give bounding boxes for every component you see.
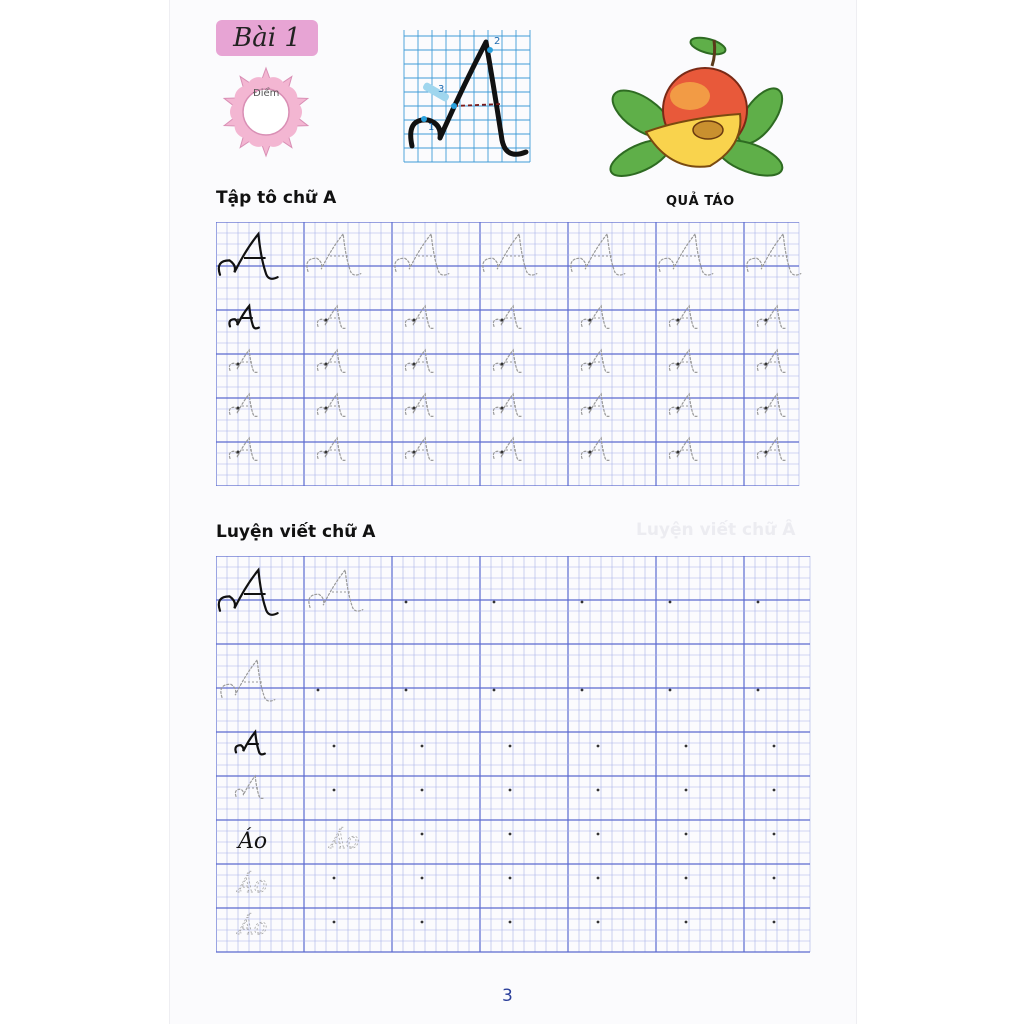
letter-a-trace bbox=[581, 438, 610, 460]
trace-section-title: Tập tô chữ A bbox=[216, 188, 337, 208]
start-dot bbox=[325, 407, 328, 410]
start-dot bbox=[325, 363, 328, 366]
start-dot bbox=[581, 601, 584, 604]
start-dot bbox=[405, 689, 408, 692]
letter-a-trace bbox=[493, 394, 522, 416]
letter-a-trace bbox=[229, 394, 258, 416]
start-dot bbox=[677, 451, 680, 454]
start-dot bbox=[589, 451, 592, 454]
start-dot bbox=[773, 921, 776, 924]
practice-grid bbox=[216, 556, 816, 962]
letter-a-trace bbox=[405, 306, 434, 328]
letter-a-trace bbox=[405, 350, 434, 372]
start-dot bbox=[325, 319, 328, 322]
start-dot bbox=[589, 407, 592, 410]
start-dot bbox=[237, 407, 240, 410]
start-dot bbox=[325, 451, 328, 454]
start-dot bbox=[597, 877, 600, 880]
letter-a-trace bbox=[493, 306, 522, 328]
start-dot bbox=[333, 789, 336, 792]
start-dot bbox=[685, 877, 688, 880]
start-dot bbox=[773, 877, 776, 880]
word-trace: Áo bbox=[238, 915, 268, 940]
letter-a-trace bbox=[669, 350, 698, 372]
letter-a-trace bbox=[757, 438, 786, 460]
start-dot bbox=[581, 689, 584, 692]
start-dot bbox=[413, 319, 416, 322]
letter-a-trace bbox=[757, 350, 786, 372]
letter-a-trace bbox=[669, 394, 698, 416]
start-dot bbox=[669, 689, 672, 692]
start-dot bbox=[677, 363, 680, 366]
bleed-through-text: Luyện viết chữ Â bbox=[636, 520, 796, 540]
letter-a-trace bbox=[317, 306, 346, 328]
stroke-number-2: 2 bbox=[494, 36, 501, 47]
start-dot bbox=[421, 833, 424, 836]
start-dot bbox=[413, 407, 416, 410]
start-dot bbox=[237, 363, 240, 366]
start-dot bbox=[509, 833, 512, 836]
start-dot bbox=[421, 921, 424, 924]
stroke-number-1: 1 bbox=[428, 122, 435, 133]
letter-a-trace bbox=[405, 438, 434, 460]
start-dot bbox=[493, 689, 496, 692]
letter-a-sample bbox=[219, 234, 278, 279]
start-dot bbox=[333, 745, 336, 748]
apple-illustration-icon bbox=[600, 26, 790, 180]
start-dot bbox=[509, 789, 512, 792]
letter-a-trace bbox=[669, 438, 698, 460]
letter-a-trace bbox=[317, 438, 346, 460]
letter-a-trace bbox=[669, 306, 698, 328]
start-dot bbox=[597, 789, 600, 792]
practice-section-title: Luyện viết chữ A bbox=[216, 522, 376, 542]
start-dot bbox=[597, 921, 600, 924]
start-dot bbox=[757, 601, 760, 604]
letter-a-trace bbox=[309, 570, 363, 611]
letter-a-trace bbox=[581, 306, 610, 328]
start-dot bbox=[421, 789, 424, 792]
start-dot bbox=[589, 319, 592, 322]
start-dot bbox=[597, 745, 600, 748]
start-dot bbox=[765, 451, 768, 454]
start-dot bbox=[237, 319, 240, 322]
start-dot bbox=[493, 601, 496, 604]
start-dot bbox=[501, 451, 504, 454]
start-dot bbox=[589, 363, 592, 366]
letter-a-trace bbox=[405, 394, 434, 416]
start-dot bbox=[501, 319, 504, 322]
start-dot bbox=[677, 407, 680, 410]
letter-a-sample bbox=[219, 570, 278, 615]
score-flower-icon bbox=[218, 66, 314, 158]
start-dot bbox=[685, 789, 688, 792]
start-dot bbox=[509, 921, 512, 924]
start-dot bbox=[685, 745, 688, 748]
start-dot bbox=[773, 745, 776, 748]
start-dot bbox=[317, 689, 320, 692]
letter-a-trace bbox=[229, 350, 258, 372]
tracing-grid bbox=[216, 222, 808, 486]
letter-a-trace bbox=[581, 350, 610, 372]
start-dot bbox=[413, 363, 416, 366]
stroke-number-3: 3 bbox=[438, 84, 445, 95]
start-dot bbox=[685, 833, 688, 836]
start-dot bbox=[237, 451, 240, 454]
start-dot bbox=[773, 833, 776, 836]
start-dot bbox=[509, 745, 512, 748]
letter-a-trace bbox=[757, 394, 786, 416]
start-dot bbox=[757, 689, 760, 692]
letter-a-trace bbox=[581, 394, 610, 416]
letter-a-trace bbox=[493, 350, 522, 372]
start-dot bbox=[773, 789, 776, 792]
start-dot bbox=[597, 833, 600, 836]
letter-a-trace bbox=[493, 438, 522, 460]
start-dot bbox=[333, 877, 336, 880]
start-dot bbox=[501, 407, 504, 410]
word-sample: Áo bbox=[238, 829, 268, 854]
page-number: 3 bbox=[502, 986, 513, 1006]
start-dot bbox=[421, 877, 424, 880]
letter-a-trace bbox=[317, 350, 346, 372]
start-dot bbox=[333, 921, 336, 924]
start-dot bbox=[765, 363, 768, 366]
start-dot bbox=[413, 451, 416, 454]
start-dot bbox=[685, 921, 688, 924]
start-dot bbox=[677, 319, 680, 322]
stroke-order-diagram bbox=[402, 28, 536, 164]
start-dot bbox=[765, 407, 768, 410]
score-label: Điểm bbox=[253, 88, 280, 99]
start-dot bbox=[669, 601, 672, 604]
letter-a-trace bbox=[757, 306, 786, 328]
letter-a-trace bbox=[317, 394, 346, 416]
start-dot bbox=[405, 601, 408, 604]
letter-a-trace bbox=[229, 438, 258, 460]
start-dot bbox=[421, 745, 424, 748]
word-trace: Áo bbox=[238, 873, 268, 898]
fruit-caption: QUẢ TÁO bbox=[666, 194, 735, 209]
lesson-badge: Bài 1 bbox=[216, 20, 318, 56]
start-dot bbox=[501, 363, 504, 366]
word-trace: Áo bbox=[330, 829, 360, 854]
start-dot bbox=[509, 877, 512, 880]
start-dot bbox=[765, 319, 768, 322]
